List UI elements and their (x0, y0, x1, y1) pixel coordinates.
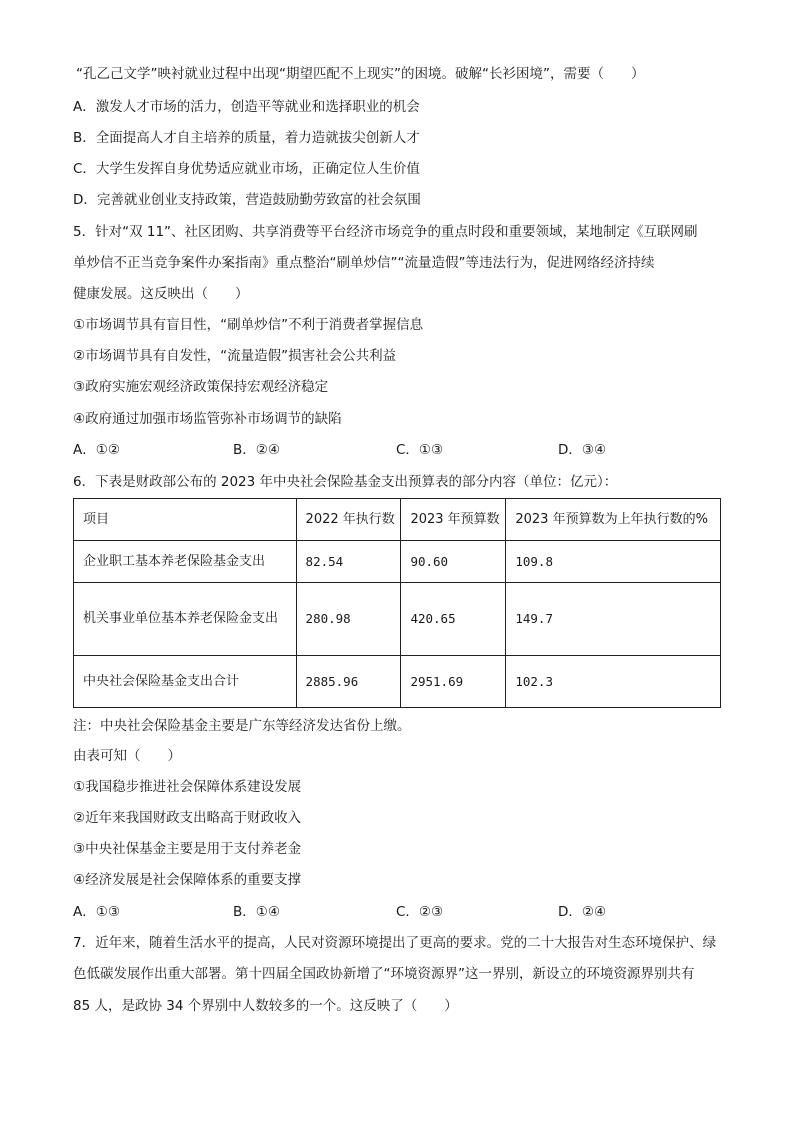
table-cell: 420.65 (401, 583, 506, 656)
table-cell: 2885.96 (296, 656, 401, 708)
q6-statement-4: ④经济发展是社会保障体系的重要支撑 (73, 872, 302, 888)
table-header-cell: 2023 年预算数为上年执行数的% (506, 499, 721, 541)
table-header-cell: 2023 年预算数 (401, 499, 506, 541)
table-row (74, 656, 721, 708)
q5-option-c[interactable]: C．①③ (396, 442, 444, 458)
q6-statement-2: ②近年来我国财政支出略高于财政收入 (73, 810, 302, 826)
table-header-cell: 2022 年执行数 (296, 499, 401, 541)
q7-stem-line-2: 色低碳发展作出重大部署。第十四届全国政协新增了“环境资源界”这一界别，新设立的环境资源界别共有 (73, 966, 695, 982)
q6-stem: 6．下表是财政部公布的 2023 年中央社会保险基金支出预算表的部分内容（单位：亿元）： (73, 474, 618, 490)
table-cell: 2951.69 (401, 656, 506, 708)
q5-stem-line-3: 健康发展。这反映出（ ） (73, 286, 249, 302)
table-cell: 90.60 (401, 541, 506, 583)
table-cell: 企业职工基本养老保险基金支出 (74, 541, 297, 583)
table-cell: 82.54 (296, 541, 401, 583)
budget-table (73, 498, 721, 708)
q4-option-b[interactable]: B．全面提高人才自主培养的质量，着力造就拔尖创新人才 (73, 130, 420, 146)
table-cell: 109.8 (506, 541, 721, 583)
q4-option-d[interactable]: D．完善就业创业支持政策，营造鼓励勤劳致富的社会氛围 (73, 192, 421, 208)
table-cell: 280.98 (296, 583, 401, 656)
q7-stem-line-3: 85 人，是政协 34 个界别中人数较多的一个。这反映了（ ） (73, 998, 458, 1014)
q6-statement-3: ③中央社保基金主要是用于支付养老金 (73, 841, 302, 857)
table-cell: 机关事业单位基本养老保险金支出 (74, 583, 297, 656)
q5-statement-1: ①市场调节具有盲目性，“刷单炒信”不利于消费者掌握信息 (73, 317, 424, 333)
table-row (74, 541, 721, 583)
q5-option-b[interactable]: B．②④ (233, 442, 280, 458)
q5-stem-line-1: 5．针对“双 11”、社区团购、共享消费等平台经济市场竞争的重点时段和重要领域，某地制定《互联网刷 (73, 224, 698, 240)
q6-stem-2: 由表可知（ ） (73, 748, 181, 764)
table-cell: 中央社会保险基金支出合计 (74, 656, 297, 708)
table-cell: 149.7 (506, 583, 721, 656)
table-row (74, 583, 721, 656)
table-header-cell: 项目 (74, 499, 297, 541)
q6-statement-1: ①我国稳步推进社会保障体系建设发展 (73, 779, 302, 795)
q5-statement-2: ②市场调节具有自发性，“流量造假”损害社会公共利益 (73, 348, 397, 364)
q6-option-b[interactable]: B．①④ (233, 904, 280, 920)
q5-statement-3: ③政府实施宏观经济政策保持宏观经济稳定 (73, 379, 329, 395)
q6-option-c[interactable]: C．②③ (396, 904, 444, 920)
q4-stem: “孔乙己文学”映衬就业过程中出现“期望匹配不上现实”的困境。破解“长衫困境”，需要（ ） (76, 66, 645, 82)
q4-option-a[interactable]: A．激发人才市场的活力，创造平等就业和选择职业的机会 (73, 99, 420, 115)
q7-stem-line-1: 7．近年来，随着生活水平的提高，人民对资源环境提出了更高的要求。党的二十大报告对生态环境保护、绿 (73, 935, 717, 951)
q5-statement-4: ④政府通过加强市场监管弥补市场调节的缺陷 (73, 411, 342, 427)
q6-option-d[interactable]: D．②④ (558, 904, 607, 920)
table-cell: 102.3 (506, 656, 721, 708)
q5-option-a[interactable]: A．①② (73, 442, 120, 458)
q5-option-d[interactable]: D．③④ (558, 442, 607, 458)
q4-option-c[interactable]: C．大学生发挥自身优势适应就业市场，正确定位人生价值 (73, 161, 420, 177)
q6-option-a[interactable]: A．①③ (73, 904, 120, 920)
q5-stem-line-2: 单炒信不正当竞争案件办案指南》重点整治“刷单炒信”“流量造假”等违法行为，促进网络经济持续 (73, 255, 655, 271)
q6-note: 注：中央社会保险基金主要是广东等经济发达省份上缴。 (73, 718, 411, 734)
table-header-row (74, 499, 721, 541)
